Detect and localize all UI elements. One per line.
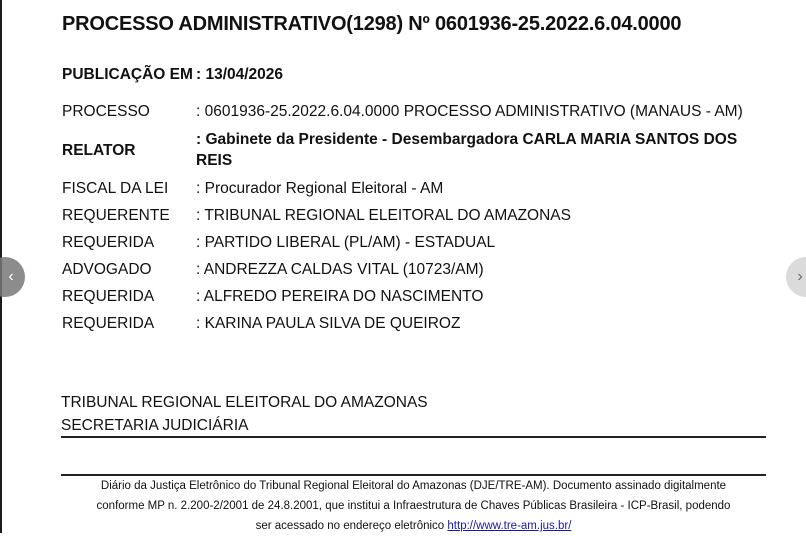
- field-row-advogado: [62, 256, 761, 283]
- footer-notice: [61, 476, 766, 536]
- document-title: PROCESSO ADMINISTRATIVO(1298) Nº 0601936-25.2022.6.04.0000: [62, 13, 682, 35]
- field-label: RELATOR: [62, 141, 136, 159]
- field-row-requerida: [62, 229, 761, 256]
- previous-page-button[interactable]: [0, 257, 25, 297]
- field-label: REQUERIDA: [62, 234, 155, 251]
- field-row-fiscal: [62, 175, 761, 202]
- field-label: REQUERENTE: [62, 207, 170, 224]
- chevron-right-icon: ›: [797, 268, 803, 285]
- field-value: : 0601936-25.2022.6.04.0000 PROCESSO ADMINISTRATIVO (MANAUS - AM): [196, 103, 743, 120]
- field-row-requerida: [62, 283, 761, 310]
- field-label: ADVOGADO: [62, 261, 152, 278]
- process-info-table: [62, 50, 761, 337]
- field-value: : ALFREDO PEREIRA DO NASCIMENTO: [196, 288, 484, 305]
- footer-line-2: conforme MP n. 2.200-2/2001 de 24.8.2001, que institui a Infraestrutura de Chaves Públicas Brasileira - ICP-Brasil, podendo: [96, 500, 731, 512]
- field-value: : TRIBUNAL REGIONAL ELEITORAL DO AMAZONAS: [196, 207, 571, 224]
- chevron-left-icon: ‹: [8, 268, 14, 285]
- field-value: : 13/04/2026: [196, 65, 284, 83]
- field-label: PUBLICAÇÃO EM: [62, 65, 193, 83]
- field-value: : KARINA PAULA SILVA DE QUEIROZ: [196, 315, 461, 332]
- field-label: REQUERIDA: [62, 288, 155, 305]
- next-page-button[interactable]: [786, 257, 806, 297]
- field-label: FISCAL DA LEI: [62, 180, 169, 197]
- organization-department: SECRETARIA JUDICIÁRIA: [61, 417, 249, 434]
- footer-line-1: Diário da Justiça Eletrônico do Tribunal Regional Eleitoral do Amazonas (DJE/TRE-AM). Documento assinado digitalmente: [100, 480, 727, 492]
- organization-block: [61, 391, 428, 437]
- field-label: REQUERIDA: [62, 315, 155, 332]
- field-row-requerente: [62, 202, 761, 229]
- field-row-publicacao: [62, 50, 761, 98]
- field-value: : PARTIDO LIBERAL (PL/AM) - ESTADUAL: [196, 234, 496, 251]
- footer-line-3-text: ser acessado no endereço eletrônico: [255, 520, 445, 532]
- field-row-relator: [62, 125, 761, 175]
- field-value: : ANDREZZA CALDAS VITAL (10723/AM): [196, 261, 484, 278]
- organization-name: TRIBUNAL REGIONAL ELEITORAL DO AMAZONAS: [61, 394, 428, 411]
- field-value: : Procurador Regional Eleitoral - AM: [196, 180, 444, 197]
- divider: [61, 436, 766, 438]
- field-row-requerida: [62, 310, 761, 337]
- field-value: : Gabinete da Presidente - Desembargadora CARLA MARIA SANTOS DOS REIS: [196, 131, 738, 169]
- footer-link[interactable]: http://www.tre-am.jus.br/: [447, 520, 572, 532]
- footer-line-3: [61, 516, 766, 536]
- field-label: PROCESSO: [62, 103, 150, 120]
- field-row-processo: [62, 98, 761, 125]
